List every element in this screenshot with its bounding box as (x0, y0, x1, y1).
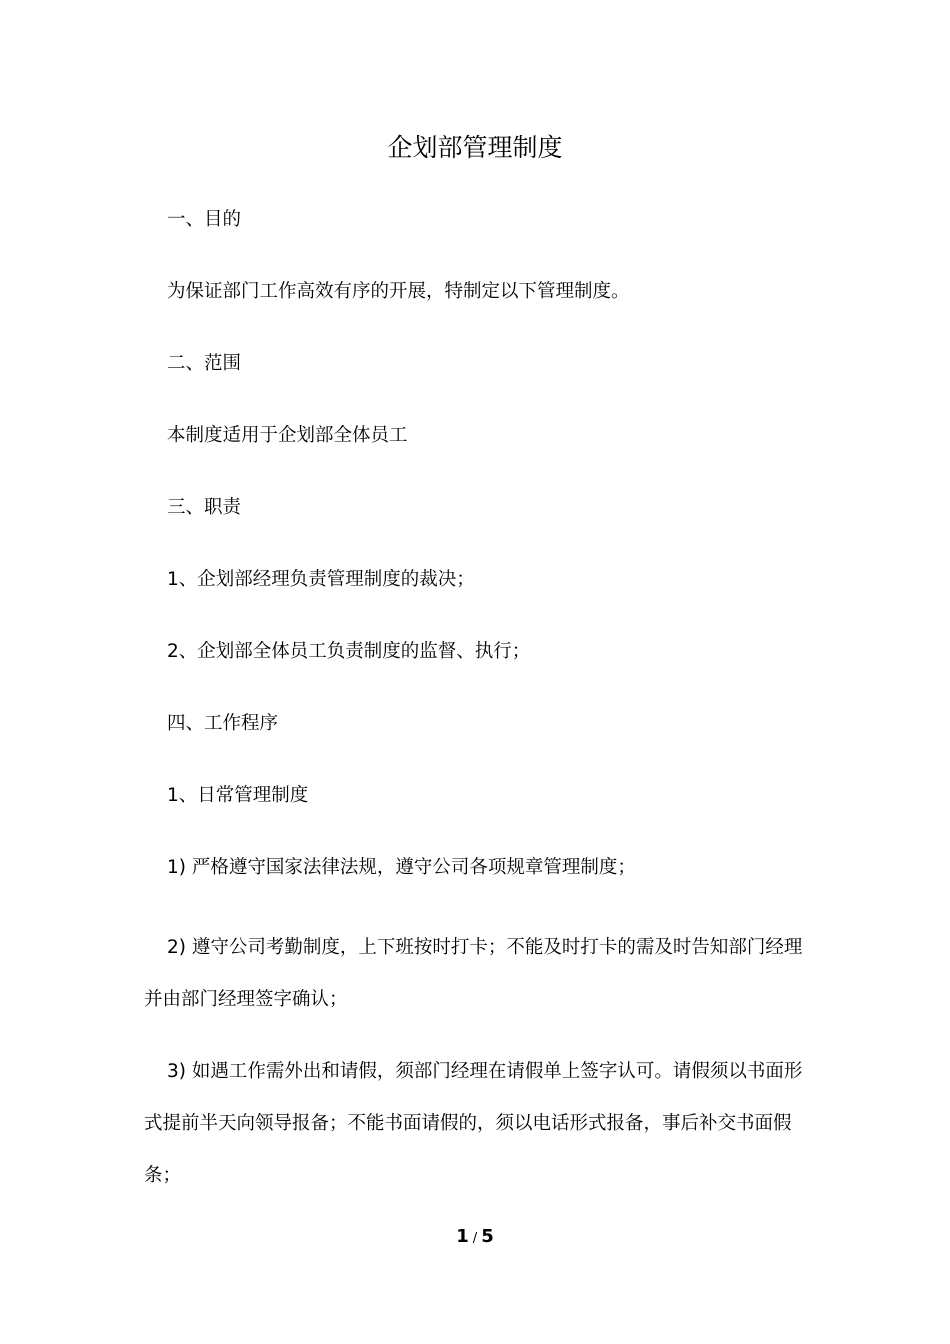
heading-duties: 三、职责 (167, 497, 242, 518)
paragraph-duty-1: 1、企划部经理负责管理制度的裁决； (167, 569, 475, 590)
paragraph-scope: 本制度适用于企划部全体员工 (167, 425, 408, 446)
total-pages-number: 5 (481, 1226, 494, 1247)
page-separator: / (472, 1231, 478, 1246)
current-page-number: 1 (456, 1226, 469, 1247)
subheading-daily-rules: 1、日常管理制度 (167, 785, 309, 806)
document-body (144, 202, 808, 1222)
page-number (0, 1224, 950, 1252)
rule-item-2: 2) 遵守公司考勤制度，上下班按时打卡；不能及时打卡的需及时告知部门经理并由部门经理签字确认； (144, 937, 803, 1010)
rule-item-3: 3) 如遇工作需外出和请假，须部门经理在请假单上签字认可。请假须以书面形式提前半天向领导报备；不能书面请假的，须以电话形式报备，事后补交书面假条； (144, 1061, 803, 1186)
document-title: 企划部管理制度 (387, 133, 563, 162)
heading-procedure: 四、工作程序 (167, 713, 279, 734)
heading-scope: 二、范围 (167, 353, 242, 374)
heading-purpose: 一、目的 (167, 209, 242, 230)
rule-item-1: 1) 严格遵守国家法律法规，遵守公司各项规章管理制度； (167, 857, 636, 878)
paragraph-purpose: 为保证部门工作高效有序的开展，特制定以下管理制度。 (167, 281, 630, 302)
paragraph-duty-2: 2、企划部全体员工负责制度的监督、执行； (167, 641, 531, 662)
